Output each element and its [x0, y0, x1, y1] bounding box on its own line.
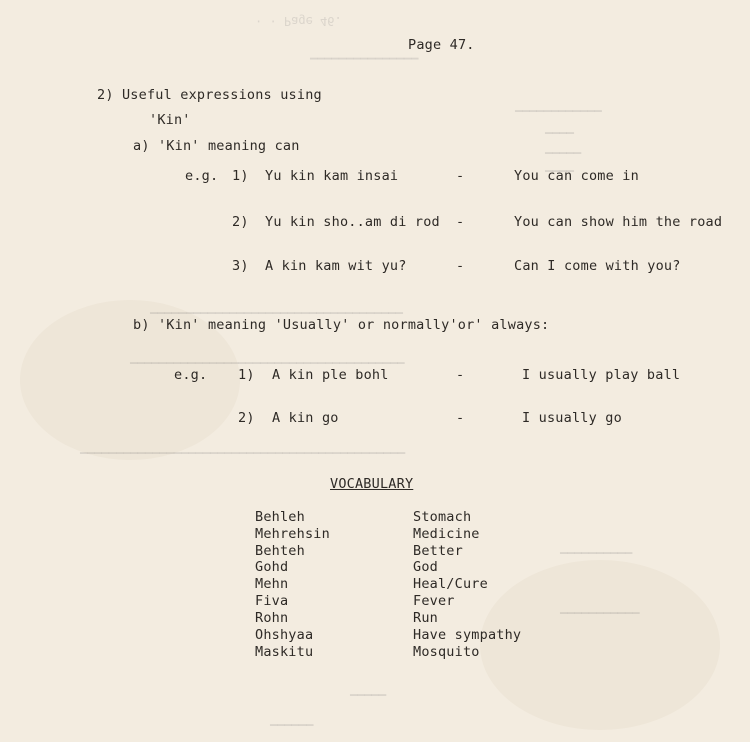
example-kriol: A kin ple bohl	[272, 367, 389, 383]
bleed-through-text: ▁▁▁▁▁	[545, 140, 582, 154]
vocab-english: Have sympathy	[413, 627, 522, 643]
bleed-through-text: ▁▁▁▁▁▁▁▁▁▁▁▁▁▁▁▁▁▁▁▁▁▁▁▁▁▁▁▁▁▁▁▁▁▁▁▁▁▁	[130, 350, 405, 364]
bleed-through-text: ▁▁▁▁▁	[350, 682, 387, 696]
example-english: You can come in	[514, 168, 639, 184]
vocab-english: Mosquito	[413, 644, 480, 660]
vocab-kriol: Ohshyaa	[255, 627, 314, 643]
vocab-english: Heal/Cure	[413, 576, 488, 592]
vocab-english: Stomach	[413, 509, 472, 525]
bleed-through-text: ▁▁▁▁▁▁▁▁▁▁▁▁▁▁▁▁▁▁▁▁▁▁▁▁▁▁▁▁▁▁▁▁▁▁▁▁▁▁▁▁▁▁▁▁▁	[80, 440, 406, 454]
page-number: Page 47.	[408, 37, 475, 53]
example-number: 2)	[238, 410, 255, 426]
part-a-heading: a) 'Kin' meaning can	[133, 138, 300, 154]
example-number: 1)	[232, 168, 249, 184]
example-dash: -	[456, 367, 465, 383]
example-english: I usually go	[522, 410, 622, 426]
example-kriol: A kin go	[272, 410, 339, 426]
part-b-eg: e.g.	[174, 367, 208, 383]
example-kriol: Yu kin kam insai	[265, 168, 399, 184]
bleed-through-text: ▁▁▁▁▁▁▁▁▁▁	[560, 540, 633, 554]
vocab-kriol: Behteh	[255, 543, 305, 559]
vocab-kriol: Gohd	[255, 559, 289, 575]
vocab-kriol: Rohn	[255, 610, 289, 626]
vocab-kriol: Mehrehsin	[255, 526, 330, 542]
bleed-through-text: ▔▔▔▔▔▔▔▔▔▔▔▔▔▔▔	[310, 58, 419, 72]
kin-label: 'Kin'	[149, 112, 191, 128]
example-dash: -	[456, 214, 465, 230]
vocab-english: Medicine	[413, 526, 480, 542]
example-dash: -	[456, 410, 465, 426]
example-number: 3)	[232, 258, 249, 274]
bleed-through-text: ▁▁▁▁▁▁	[270, 712, 314, 726]
vocab-english: Run	[413, 610, 438, 626]
example-english: You can show him the road	[514, 214, 723, 230]
bleed-through-text: ▁▁▁▁▁▁▁▁▁▁▁▁▁▁▁▁▁▁▁▁▁▁▁▁▁▁▁▁▁▁▁▁▁▁▁	[150, 300, 403, 314]
example-dash: -	[456, 258, 465, 274]
example-english: I usually play ball	[522, 367, 681, 383]
vocab-kriol: Maskitu	[255, 644, 314, 660]
vocabulary-heading: VOCABULARY	[330, 476, 414, 492]
part-b-heading: b) 'Kin' meaning 'Usually' or normally'or' always:	[133, 317, 550, 333]
section-title: 2) Useful expressions using	[97, 87, 322, 103]
vocab-kriol: Mehn	[255, 576, 289, 592]
bleed-through-text: ▁▁▁▁▁▁▁▁▁▁▁	[560, 600, 640, 614]
bleed-through-text: ▁▁▁▁	[545, 158, 574, 172]
example-kriol: Yu kin sho..am di rod	[265, 214, 440, 230]
vocab-kriol: Fiva	[255, 593, 289, 609]
vocab-english: God	[413, 559, 438, 575]
part-a-eg: e.g.	[185, 168, 219, 184]
bleed-through-text: · · Page 46.	[255, 14, 342, 28]
bleed-through-text: ▁▁▁▁	[545, 120, 574, 134]
paper-stain	[480, 560, 720, 730]
example-kriol: A kin kam wit yu?	[265, 258, 407, 274]
vocab-english: Fever	[413, 593, 455, 609]
example-english: Can I come with you?	[514, 258, 681, 274]
vocab-english: Better	[413, 543, 463, 559]
example-number: 1)	[238, 367, 255, 383]
vocab-kriol: Behleh	[255, 509, 305, 525]
bleed-through-text: ▁▁▁▁▁▁▁▁▁▁▁▁	[515, 98, 602, 112]
example-dash: -	[456, 168, 465, 184]
example-number: 2)	[232, 214, 249, 230]
